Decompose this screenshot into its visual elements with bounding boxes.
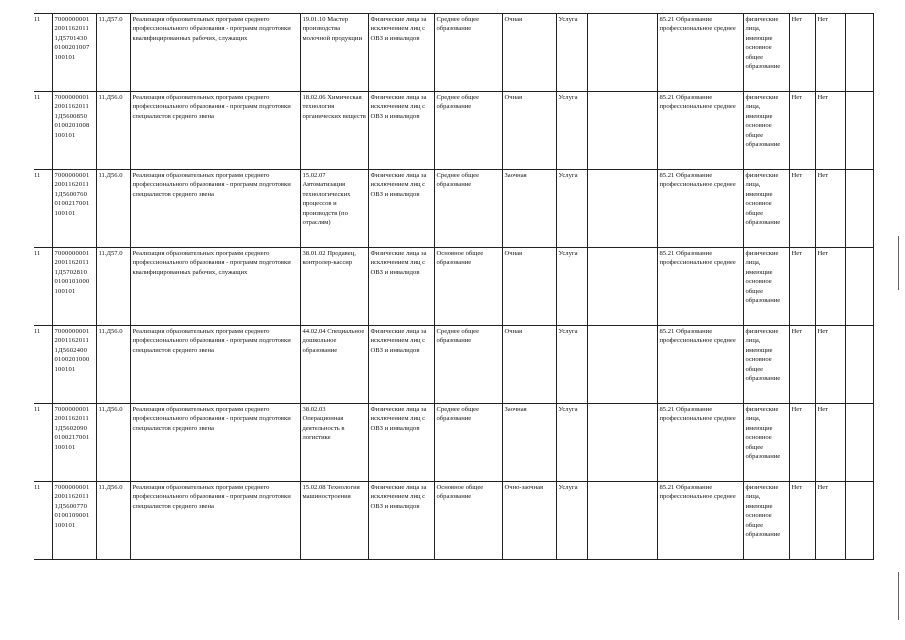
cell-flag-2: Нет	[815, 248, 845, 326]
cell-flag-2: Нет	[815, 92, 845, 170]
cell-consumer-category: Физические лица за исключением лиц с ОВЗ и инвалидов	[368, 482, 434, 560]
cell-consumers: физические лица, имеющие основное общее образование	[743, 326, 789, 404]
cell-specialty: 19.01.10 Мастер производства молочной продукции	[300, 14, 368, 92]
cell-service-type: Услуга	[556, 326, 587, 404]
cell-flag-2: Нет	[815, 14, 845, 92]
cell-flag-1: Нет	[789, 92, 815, 170]
cell-extra	[587, 326, 657, 404]
cell-specialty: 38.01.02 Продавец, контролер-кассир	[300, 248, 368, 326]
table-row	[34, 482, 873, 560]
cell-study-form: Заочная	[502, 170, 556, 248]
cell-consumer-category: Физические лица за исключением лиц с ОВЗ и инвалидов	[368, 404, 434, 482]
cell-kind-code: 11.Д56.0	[96, 404, 130, 482]
cell-service-name: Реализация образовательных программ среднего профессионального образования - программ подготовки специалистов среднего звена	[130, 482, 300, 560]
cell-consumers: физические лица, имеющие основное общее образование	[743, 14, 789, 92]
cell-flag-1: Нет	[789, 170, 815, 248]
cell-registry-code: 7000000001 2001162011 1Д5600770 0100109001 100101	[52, 482, 96, 560]
cell-service-type: Услуга	[556, 14, 587, 92]
table-row	[34, 170, 873, 248]
cell-number: 11	[34, 404, 52, 482]
cell-empty	[845, 326, 873, 404]
cell-consumers: физические лица, имеющие основное общее образование	[743, 404, 789, 482]
cell-okved: 85.21 Образование профессиональное среднее	[657, 14, 743, 92]
cell-consumer-category: Физические лица за исключением лиц с ОВЗ и инвалидов	[368, 248, 434, 326]
cell-consumers: физические лица, имеющие основное общее образование	[743, 170, 789, 248]
cell-okved: 85.21 Образование профессиональное среднее	[657, 404, 743, 482]
cell-okved: 85.21 Образование профессиональное среднее	[657, 248, 743, 326]
cell-specialty: 15.02.08 Технология машиностроения	[300, 482, 368, 560]
cell-registry-code: 7000000001 2001162011 1Д5702810 0100101000 100101	[52, 248, 96, 326]
cell-extra	[587, 14, 657, 92]
cell-consumer-category: Физические лица за исключением лиц с ОВЗ и инвалидов	[368, 170, 434, 248]
cell-kind-code: 11.Д57.0	[96, 248, 130, 326]
cell-specialty: 44.02.04 Специальное дошкольное образование	[300, 326, 368, 404]
cell-study-form: Очно-заочная	[502, 482, 556, 560]
cell-study-form: Очная	[502, 248, 556, 326]
cell-number: 11	[34, 14, 52, 92]
cell-service-type: Услуга	[556, 248, 587, 326]
cell-number: 11	[34, 482, 52, 560]
cell-education-level: Основное общее образование	[434, 482, 502, 560]
scan-edge-line	[898, 572, 899, 620]
cell-education-level: Среднее общее образование	[434, 404, 502, 482]
cell-specialty: 38.02.03 Операционная деятельность в логистике	[300, 404, 368, 482]
cell-kind-code: 11.Д56.0	[96, 326, 130, 404]
cell-empty	[845, 248, 873, 326]
cell-consumers: физические лица, имеющие основное общее образование	[743, 248, 789, 326]
cell-service-name: Реализация образовательных программ среднего профессионального образования - программ подготовки квалифицированных рабочих, служащих	[130, 14, 300, 92]
registry-table	[34, 13, 874, 560]
cell-kind-code: 11.Д57.0	[96, 14, 130, 92]
cell-flag-2: Нет	[815, 404, 845, 482]
cell-registry-code: 7000000001 2001162011 1Д5600850 0100201008 100101	[52, 92, 96, 170]
cell-service-type: Услуга	[556, 170, 587, 248]
cell-education-level: Среднее общее образование	[434, 326, 502, 404]
table-row	[34, 248, 873, 326]
table-row	[34, 326, 873, 404]
cell-empty	[845, 92, 873, 170]
cell-education-level: Среднее общее образование	[434, 14, 502, 92]
table-row	[34, 404, 873, 482]
table-row	[34, 14, 873, 92]
cell-kind-code: 11.Д56.0	[96, 482, 130, 560]
cell-study-form: Очная	[502, 14, 556, 92]
cell-study-form: Очная	[502, 326, 556, 404]
cell-consumers: физические лица, имеющие основное общее образование	[743, 92, 789, 170]
cell-consumers: физические лица, имеющие основное общее образование	[743, 482, 789, 560]
cell-education-level: Среднее общее образование	[434, 170, 502, 248]
cell-education-level: Основное общее образование	[434, 248, 502, 326]
cell-extra	[587, 248, 657, 326]
cell-flag-2: Нет	[815, 170, 845, 248]
cell-service-name: Реализация образовательных программ среднего профессионального образования - программ подготовки специалистов среднего звена	[130, 404, 300, 482]
cell-flag-1: Нет	[789, 14, 815, 92]
cell-kind-code: 11.Д56.0	[96, 92, 130, 170]
cell-service-type: Услуга	[556, 404, 587, 482]
cell-registry-code: 7000000001 2001162011 1Д5701430 0100201007 100101	[52, 14, 96, 92]
cell-registry-code: 7000000001 2001162011 1Д5602400 0100201000 100101	[52, 326, 96, 404]
cell-specialty: 15.02.07 Автоматизация технологических процессов и производств (по отраслям)	[300, 170, 368, 248]
cell-number: 11	[34, 326, 52, 404]
cell-education-level: Среднее общее образование	[434, 92, 502, 170]
cell-service-type: Услуга	[556, 92, 587, 170]
cell-consumer-category: Физические лица за исключением лиц с ОВЗ и инвалидов	[368, 92, 434, 170]
cell-study-form: Заочная	[502, 404, 556, 482]
cell-extra	[587, 92, 657, 170]
cell-service-name: Реализация образовательных программ среднего профессионального образования - программ подготовки квалифицированных рабочих, служащих	[130, 248, 300, 326]
cell-registry-code: 7000000001 2001162011 1Д5600760 0100217001 100101	[52, 170, 96, 248]
cell-flag-1: Нет	[789, 326, 815, 404]
table-row	[34, 92, 873, 170]
cell-empty	[845, 170, 873, 248]
cell-okved: 85.21 Образование профессиональное среднее	[657, 482, 743, 560]
cell-specialty: 18.02.06 Химическая технология органических веществ	[300, 92, 368, 170]
cell-service-name: Реализация образовательных программ среднего профессионального образования - программ подготовки специалистов среднего звена	[130, 326, 300, 404]
cell-empty	[845, 482, 873, 560]
cell-number: 11	[34, 92, 52, 170]
cell-okved: 85.21 Образование профессиональное среднее	[657, 170, 743, 248]
cell-number: 11	[34, 170, 52, 248]
cell-number: 11	[34, 248, 52, 326]
cell-study-form: Очная	[502, 92, 556, 170]
cell-service-type: Услуга	[556, 482, 587, 560]
cell-flag-1: Нет	[789, 248, 815, 326]
cell-extra	[587, 170, 657, 248]
cell-okved: 85.21 Образование профессиональное среднее	[657, 326, 743, 404]
cell-empty	[845, 14, 873, 92]
cell-flag-1: Нет	[789, 404, 815, 482]
scan-edge-line	[898, 236, 899, 290]
cell-service-name: Реализация образовательных программ среднего профессионального образования - программ подготовки специалистов среднего звена	[130, 170, 300, 248]
cell-flag-2: Нет	[815, 482, 845, 560]
cell-registry-code: 7000000001 2001162011 1Д5602090 0100217001 100101	[52, 404, 96, 482]
cell-empty	[845, 404, 873, 482]
cell-extra	[587, 482, 657, 560]
cell-service-name: Реализация образовательных программ среднего профессионального образования - программ подготовки специалистов среднего звена	[130, 92, 300, 170]
cell-consumer-category: Физические лица за исключением лиц с ОВЗ и инвалидов	[368, 14, 434, 92]
cell-kind-code: 11.Д56.0	[96, 170, 130, 248]
cell-okved: 85.21 Образование профессиональное среднее	[657, 92, 743, 170]
cell-extra	[587, 404, 657, 482]
cell-flag-1: Нет	[789, 482, 815, 560]
cell-consumer-category: Физические лица за исключением лиц с ОВЗ и инвалидов	[368, 326, 434, 404]
cell-flag-2: Нет	[815, 326, 845, 404]
